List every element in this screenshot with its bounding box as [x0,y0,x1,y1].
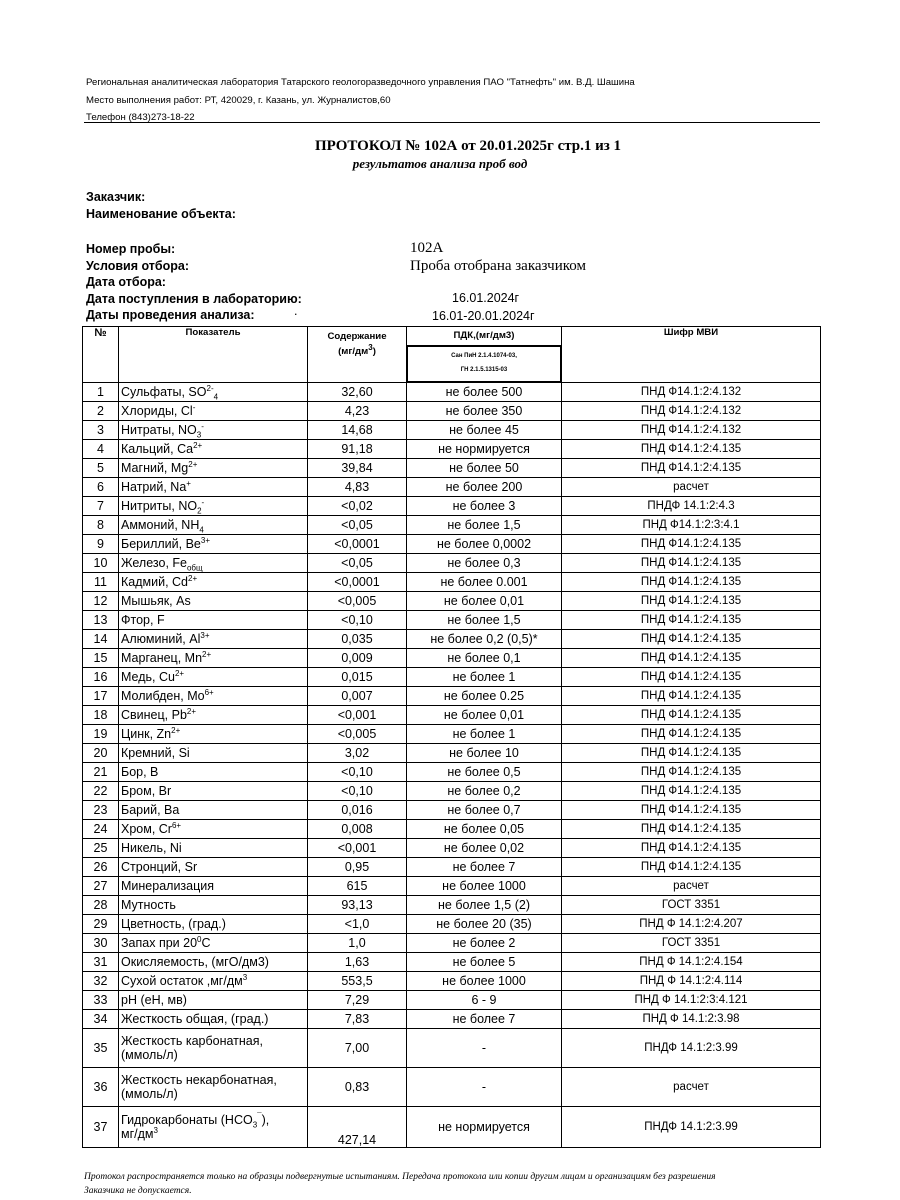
conditions-label: Условия отбора: [86,259,190,273]
pdk-value: не более 500 [407,383,562,402]
indicator-name: Цветность, (град.) [119,915,308,934]
method-code: ПНД Ф14.1:2:3:4.1 [562,516,821,535]
content-value: <0,0001 [308,573,407,592]
method-code: ПНД Ф14.1:2:4.135 [562,611,821,630]
row-number: 31 [83,953,119,972]
pdk-value: не более 0,1 [407,649,562,668]
table-row [83,383,821,402]
pdk-value: не более 0,0002 [407,535,562,554]
pdk-value: не более 0,2 (0,5)* [407,630,562,649]
method-code: ПНД Ф14.1:2:4.135 [562,839,821,858]
indicator-name: Жесткость карбонатная, (ммоль/л) [119,1029,308,1068]
indicator-name: Сульфаты, $SO^{2-}_4$ [119,383,308,402]
results-table [82,326,821,1148]
content-value: 0,035 [308,630,407,649]
method-code: ПНД Ф14.1:2:4.132 [562,383,821,402]
method-code: расчет [562,1068,821,1107]
pdk-value: не более 2 [407,934,562,953]
content-value: <1,0 [308,915,407,934]
pdk-value: не более 0,2 [407,782,562,801]
content-value: <0,005 [308,725,407,744]
pdk-value: не нормируется [407,1107,562,1148]
table-row [83,858,821,877]
col-content-header: Содержание $(мг/дм^3)$ [308,327,407,383]
col-no-header: № [83,327,119,383]
table-row [83,820,821,839]
method-code: ПНД Ф14.1:2:4.135 [562,801,821,820]
method-code: ПНД Ф 14.1:2:4.114 [562,972,821,991]
row-number: 6 [83,478,119,497]
indicator-name: Цинк, $Zn^{2+}$ [119,725,308,744]
customer-label: Заказчик: [86,190,146,204]
content-value: <0,10 [308,611,407,630]
pdk-value: - [407,1068,562,1107]
row-number: 13 [83,611,119,630]
lab-phone: Телефон (843)273-18-22 [86,112,195,123]
indicator-name: Марганец, $Mn^{2+}$ [119,649,308,668]
protocol-title: ПРОТОКОЛ № 102А от 20.01.2025г стр.1 из 1 [314,138,622,154]
analysis-dates-value: 16.01-20.01.2024г [432,309,535,323]
method-code: ПНД Ф14.1:2:4.135 [562,763,821,782]
col-method-header: Шифр МВИ [562,327,821,383]
indicator-name: Фтор, F [119,611,308,630]
pdk-value: не более 45 [407,421,562,440]
row-number: 19 [83,725,119,744]
pdk-value: не нормируется [407,440,562,459]
content-value: 39,84 [308,459,407,478]
row-number: 29 [83,915,119,934]
indicator-name: Свинец, $Pb^{2+}$ [119,706,308,725]
row-number: 25 [83,839,119,858]
content-value: 32,60 [308,383,407,402]
table-row [83,934,821,953]
content-value: <0,0001 [308,535,407,554]
method-code: ПНД Ф 14.1:2:3:4.121 [562,991,821,1010]
indicator-name: Медь, $Cu^{2+}$ [119,668,308,687]
table-row [83,1107,821,1148]
content-value: 4,23 [308,402,407,421]
pdk-value: не более 10 [407,744,562,763]
indicator-name: Жесткость общая, (град.) [119,1010,308,1029]
row-number: 4 [83,440,119,459]
content-value: <0,10 [308,782,407,801]
sample-no-value: 102А [410,240,444,256]
pdk-value: не более 3 [407,497,562,516]
indicator-name: Молибден, $Mo^{6+}$ [119,687,308,706]
content-value: <0,001 [308,706,407,725]
row-number: 12 [83,592,119,611]
content-value: 0,016 [308,801,407,820]
object-label: Наименование объекта: [86,207,236,221]
pdk-value: не более 0,3 [407,554,562,573]
row-number: 36 [83,1068,119,1107]
row-number: 28 [83,896,119,915]
table-row [83,915,821,934]
method-code: ПНД Ф14.1:2:4.135 [562,649,821,668]
pdk-value: не более 0,01 [407,706,562,725]
pdk-value: не более 7 [407,1010,562,1029]
content-value: 4,83 [308,478,407,497]
table-row [83,459,821,478]
method-code: расчет [562,478,821,497]
content-value: 1,63 [308,953,407,972]
pdk-value: не более 1000 [407,972,562,991]
pdk-value: не более 0,01 [407,592,562,611]
method-code: ПНД Ф14.1:2:4.135 [562,725,821,744]
method-code: ПНД Ф14.1:2:4.135 [562,459,821,478]
indicator-name: Магний, $Mg^{2+}$ [119,459,308,478]
indicator-name: Сухой остаток $,мг/дм^3$ [119,972,308,991]
indicator-name: Окисляемость, (мгО/дм3) [119,953,308,972]
table-row [83,649,821,668]
row-number: 2 [83,402,119,421]
pdk-value: не более 1 [407,668,562,687]
lab-name: Региональная аналитическая лаборатория Татарского геологоразведочного управления ПАО "Татнефть" им. В.Д. Шашина [86,77,635,88]
pdk-value: не более 0,05 [407,820,562,839]
indicator-name: Нитриты, $NO_2^-$ [119,497,308,516]
method-code: ПНД Ф14.1:2:4.135 [562,535,821,554]
pdk-value: не более 1,5 [407,516,562,535]
method-code: ПНД Ф14.1:2:4.135 [562,706,821,725]
pdk-value: не более 350 [407,402,562,421]
pdk-value: не более 5 [407,953,562,972]
content-value: <0,05 [308,554,407,573]
pdk-value: не более 0.001 [407,573,562,592]
row-number: 23 [83,801,119,820]
indicator-name: Запах при $20^0С$ [119,934,308,953]
row-number: 11 [83,573,119,592]
row-number: 18 [83,706,119,725]
pdk-value: не более 0,7 [407,801,562,820]
row-number: 34 [83,1010,119,1029]
content-value: 553,5 [308,972,407,991]
content-value: 0,008 [308,820,407,839]
indicator-name: Стронций, Sr [119,858,308,877]
table-row [83,573,821,592]
table-row [83,611,821,630]
indicator-name: Железо, $Fe_{общ}$ [119,554,308,573]
table-row [83,839,821,858]
indicator-name: Мутность [119,896,308,915]
method-code: ПНД Ф14.1:2:4.135 [562,687,821,706]
pdk-value: не более 0,02 [407,839,562,858]
row-number: 30 [83,934,119,953]
content-value: 7,29 [308,991,407,1010]
method-code: ПНД Ф14.1:2:4.135 [562,592,821,611]
content-value: 615 [308,877,407,896]
pdk-value: 6 - 9 [407,991,562,1010]
date-received-label: Дата поступления в лабораторию: [86,292,302,306]
method-code: ПНД Ф14.1:2:4.135 [562,820,821,839]
content-value: 93,13 [308,896,407,915]
indicator-name: Кремний, Si [119,744,308,763]
content-value: 1,0 [308,934,407,953]
lab-address: Место выполнения работ: РТ, 420029, г. Казань, ул. Журналистов,60 [86,95,391,106]
table-row [83,421,821,440]
date-taken-label: Дата отбора: [86,275,166,289]
content-value: <0,001 [308,839,407,858]
table-row [83,953,821,972]
indicator-name: Хлориды, Cl- [119,402,308,421]
content-value: 3,02 [308,744,407,763]
pdk-value: не более 1000 [407,877,562,896]
table-row [83,896,821,915]
pdk-value: не более 0,5 [407,763,562,782]
protocol-subtitle: результатов анализа проб вод [352,156,528,171]
content-value: 0,009 [308,649,407,668]
table-row [83,725,821,744]
content-value: 0,015 [308,668,407,687]
table-row [83,782,821,801]
row-number: 20 [83,744,119,763]
table-row [83,630,821,649]
row-number: 35 [83,1029,119,1068]
indicator-name: Натрий, Na+ [119,478,308,497]
content-value: 91,18 [308,440,407,459]
pdk-value: не более 1,5 [407,611,562,630]
table-row [83,706,821,725]
indicator-name: Барий, Ba [119,801,308,820]
indicator-name: Жесткость некарбонатная, (ммоль/л) [119,1068,308,1107]
method-code: ПНД Ф14.1:2:4.135 [562,554,821,573]
date-received-value: 16.01.2024г [452,291,520,305]
method-code: расчет [562,877,821,896]
table-row [83,478,821,497]
pdk-value: не более 0.25 [407,687,562,706]
indicator-name: Аммоний, $NH_4$ [119,516,308,535]
indicator-name: Бор, B [119,763,308,782]
header-divider [84,122,820,123]
analysis-dates-dot: . [294,304,298,318]
content-value: 14,68 [308,421,407,440]
table-row [83,687,821,706]
table-row [83,801,821,820]
row-number: 7 [83,497,119,516]
table-row [83,516,821,535]
row-number: 15 [83,649,119,668]
row-number: 17 [83,687,119,706]
table-row [83,440,821,459]
content-value: 427,14 [308,1107,407,1148]
pdk-value: не более 50 [407,459,562,478]
table-row [83,592,821,611]
row-number: 37 [83,1107,119,1148]
table-row [83,1010,821,1029]
content-value: <0,005 [308,592,407,611]
pdk-value: не более 20 (35) [407,915,562,934]
indicator-name: Мышьяк, As [119,592,308,611]
conditions-value: Проба отобрана заказчиком [410,258,586,274]
row-number: 22 [83,782,119,801]
method-code: ПНД Ф14.1:2:4.135 [562,440,821,459]
content-value: 0,95 [308,858,407,877]
analysis-dates-label: Даты проведения анализа: [86,308,255,322]
method-code: ПНД Ф14.1:2:4.132 [562,402,821,421]
content-value: 7,83 [308,1010,407,1029]
indicator-name: Кадмий, $Cd^{2+}$ [119,573,308,592]
method-code: ПНДФ 14.1:2:3.99 [562,1029,821,1068]
method-code: ПНДФ 14.1:2:3.99 [562,1107,821,1148]
row-number: 14 [83,630,119,649]
content-value: 7,00 [308,1029,407,1068]
table-row [83,1029,821,1068]
table-row [83,1068,821,1107]
method-code: ГОСТ 3351 [562,934,821,953]
method-code: ПНД Ф14.1:2:4.135 [562,630,821,649]
row-number: 32 [83,972,119,991]
pdk-value: не более 7 [407,858,562,877]
row-number: 1 [83,383,119,402]
method-code: ПНД Ф 14.1:2:3.98 [562,1010,821,1029]
indicator-name: Кальций, $Ca^{2+}$ [119,440,308,459]
method-code: ПНДФ 14.1:2:4.3 [562,497,821,516]
indicator-name: Нитраты, $NO_3^-$ [119,421,308,440]
pdk-value: не более 1,5 (2) [407,896,562,915]
row-number: 5 [83,459,119,478]
content-value: 0,83 [308,1068,407,1107]
indicator-name: Минерализация [119,877,308,896]
row-number: 16 [83,668,119,687]
row-number: 10 [83,554,119,573]
pdk-value: - [407,1029,562,1068]
footer-note: Протокол распространяется только на образцы подвергнутые испытаниям. Передача протокола или копии другим лицам и организациям без разрешения Заказчика не допускается. [84,1172,716,1196]
table-row [83,972,821,991]
table-row [83,668,821,687]
method-code: ПНД Ф 14.1:2:4.207 [562,915,821,934]
col-name-header: Показатель [119,327,308,383]
table-row [83,535,821,554]
table-row [83,877,821,896]
content-value: <0,02 [308,497,407,516]
method-code: ПНД Ф14.1:2:4.132 [562,421,821,440]
method-code: ПНД Ф 14.1:2:4.154 [562,953,821,972]
table-row [83,744,821,763]
table-row [83,497,821,516]
row-number: 27 [83,877,119,896]
method-code: ПНД Ф14.1:2:4.135 [562,668,821,687]
indicator-name: Гидрокарбонаты $(HCO_3^¯)$, $мг/дм^3$ [119,1107,308,1148]
content-value: <0,10 [308,763,407,782]
row-number: 3 [83,421,119,440]
indicator-name: Никель, Ni [119,839,308,858]
indicator-name: Бериллий, $Be^{3+}$ [119,535,308,554]
row-number: 8 [83,516,119,535]
row-number: 33 [83,991,119,1010]
table-row [83,554,821,573]
table-row [83,402,821,421]
indicator-name: Бром, Br [119,782,308,801]
pdk-value: не более 1 [407,725,562,744]
sample-no-label: Номер пробы: [86,242,176,256]
row-number: 26 [83,858,119,877]
method-code: ПНД Ф14.1:2:4.135 [562,782,821,801]
method-code: ПНД Ф14.1:2:4.135 [562,573,821,592]
row-number: 24 [83,820,119,839]
indicator-name: pH (eH, мв) [119,991,308,1010]
content-value: 0,007 [308,687,407,706]
indicator-name: Алюминий, $Al^{3+}$ [119,630,308,649]
row-number: 21 [83,763,119,782]
method-code: ГОСТ 3351 [562,896,821,915]
row-number: 9 [83,535,119,554]
indicator-name: Хром, $Cr^{6+}$ [119,820,308,839]
content-value: <0,05 [308,516,407,535]
pdk-value: не более 200 [407,478,562,497]
col-pdk-header: ПДК,(мг/дм3) Сан ПиН 2.1.4.1074-03, ГН 2.1.5.1315-03 [407,327,562,383]
method-code: ПНД Ф14.1:2:4.135 [562,858,821,877]
table-row [83,763,821,782]
table-row [83,991,821,1010]
method-code: ПНД Ф14.1:2:4.135 [562,744,821,763]
